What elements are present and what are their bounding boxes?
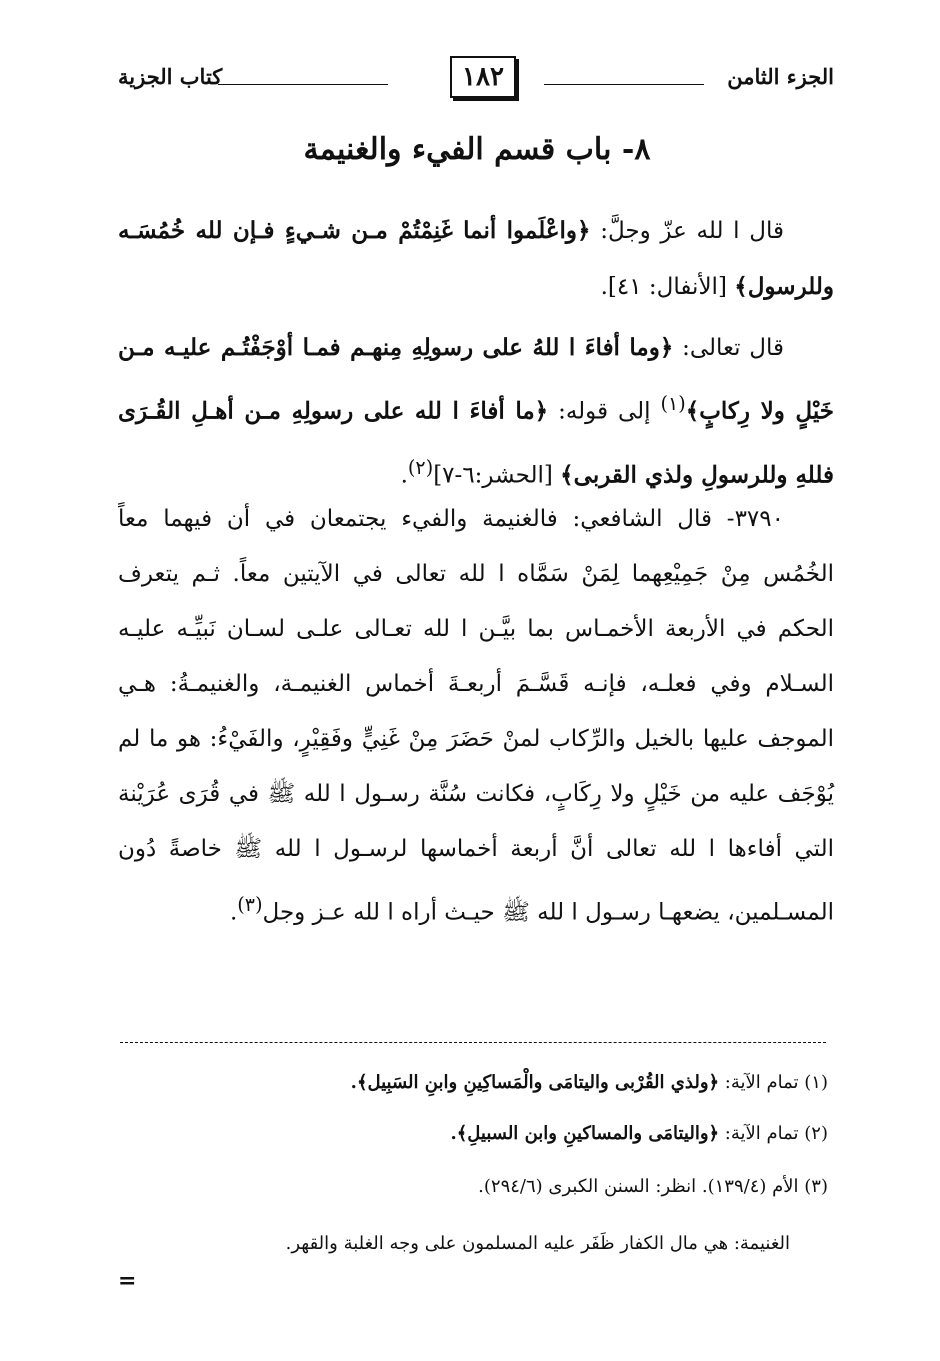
- p3-text: ٣٧٩٠- قال الشافعي: فالغنيمة والفيء يجتمعان في أن فيهما معاً الخُمُس مِنْ جَمِيْعِهما لِمَنْ سَمَّاه ا لله تعالى في الآيتين معاً. ثـم يتعرف الحكم في الأربعة الأخمـاس بما بيَّـن ا لله تعـالى علـى لسـان نَبيِّـه عليـه السـلام وفي فعلـه، فإنـه قَسَّـمَ أربعـةَ أخماس الغنيمـة، والغنيمـةُ: هـي الموجف عليها بالخيل والرِّكاب لمنْ حَضَرَ مِنْ غَنِيٍّ وفَقِيْرٍ، والفَيْءُ: هو ما لم يُوْجَف عليه من خَيْلٍ ولا رِكَابٍ، فكانت سُنَّة رسـول ا لله ﷺ في قُرَى عُرَيْنة التي أفاءها ا لله تعالى أنَّ أربعة أخماسها لرسـول ا لله ﷺ خاصةً دُون المسـلمين، يضعهـا رسـول ا لله ﷺ حيـث أراه ا لله عـز وجل: [118, 506, 834, 926]
- p1-reference: [الأنفال: ٤١].: [600, 274, 735, 300]
- footnote-1-label: (١) تمام الآية:: [719, 1072, 828, 1093]
- footnote-ref-1: (١): [660, 392, 686, 415]
- p2-reference: [الحشر:٦-٧]: [433, 462, 561, 489]
- part-label: الجزء الثامن: [727, 64, 834, 89]
- paragraph-1: [118, 203, 834, 315]
- p2-quran-quote-2: ﴿ما أفاءَ ا لله على رسولِهِ مـن أهـلِ القُـرَى فللهِ وللرسولِ ولذي القربى﴾: [118, 397, 834, 489]
- footnote-2-text: ﴿واليتامَى والمساكينِ وابن السبيلِ﴾.: [450, 1123, 720, 1144]
- footnote-3: [128, 1172, 828, 1202]
- p2-connector: إلى قوله:: [548, 398, 661, 425]
- book-label: كتاب الجزية: [118, 64, 223, 89]
- p1-quran-quote: ﴿واعْلَموا أنما غَنِمْتُمْ مـن شـيءٍ فـإن لله خُمُسَـه وللرسول﴾: [118, 217, 834, 300]
- header-rule-right: [544, 84, 704, 85]
- footnote-2: [128, 1119, 828, 1149]
- footnote-ref-2: (٢): [407, 455, 434, 479]
- glossary-note: الغنيمة: هي مال الكفار ظَفَر عليه المسلمون على وجه الغلبة والقهر.: [285, 1233, 790, 1254]
- footnote-3-label: (٣) الأم (١٣٩/٤). انظر: السنن الكبرى (٢٩٤/٦).: [478, 1176, 828, 1197]
- header-rule-left: [218, 84, 388, 85]
- p1-intro: قال ا لله عزّ وجلَّ:: [590, 218, 784, 244]
- footnote-1: [128, 1068, 828, 1098]
- chapter-title: ٨- باب قسم الفيء والغنيمة: [303, 132, 651, 167]
- p2-end: .: [400, 462, 408, 489]
- p2-intro: قال تعالى:: [673, 335, 784, 361]
- paragraph-3: [118, 492, 834, 941]
- paragraph-2: [118, 320, 834, 503]
- footnote-separator: [120, 1042, 826, 1043]
- footnote-1-text: ﴿ولذي القُرْبى واليتامَى والْمَساكِينِ وابنِ السَبِيل﴾.: [350, 1072, 720, 1093]
- page-number: ١٨٢: [450, 56, 516, 98]
- page-header: [118, 52, 834, 108]
- footnote-2-label: (٢) تمام الآية:: [719, 1123, 828, 1144]
- p3-end: .: [229, 899, 238, 926]
- footnote-ref-3: (٣): [237, 893, 263, 916]
- page-end-mark: =: [118, 1268, 137, 1294]
- p2-quran-quote-1: ﴿وما أفاءَ ا للهُ على رسولِهِ مِنهـم فمـا أوْجَفْتُـم عليـه مـن خَيْلٍ ولا رِكابٍ﴾: [118, 334, 835, 425]
